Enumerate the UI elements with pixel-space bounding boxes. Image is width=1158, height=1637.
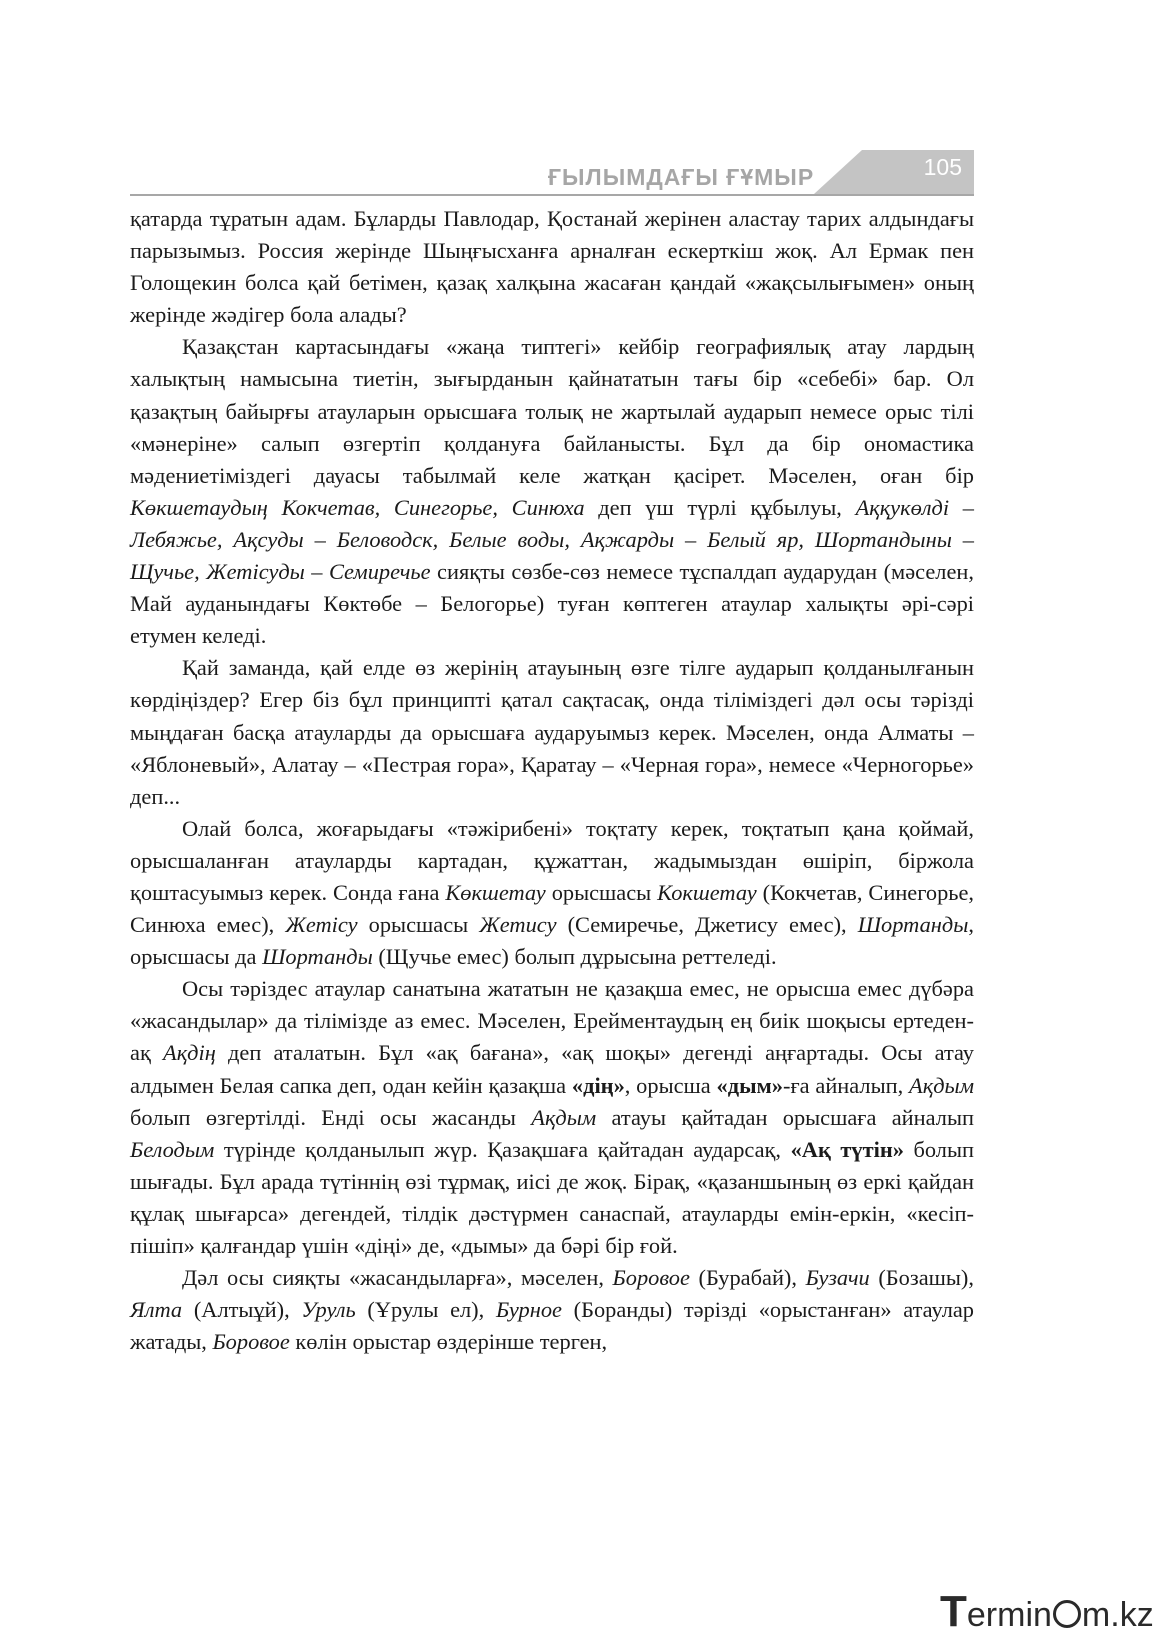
text-run: (Бурабай), (689, 1265, 806, 1291)
text-run: орысшасы (545, 879, 658, 905)
watermark-text-part1: ermin (966, 1596, 1052, 1634)
italic-run: Шортанды (262, 944, 373, 970)
bold-run: «дің» (571, 1072, 625, 1098)
italic-run: Жетісу (285, 912, 358, 938)
paragraph (130, 973, 974, 1262)
text-run: (Боранды) тәрізді «орыстанған» атаулар жатады, (130, 1297, 975, 1355)
magnifier-icon (1053, 1600, 1081, 1628)
text-run: сияқты сөзбе-сөз немесе тұспалдап аударудан (мәселен, Май ауданындағы Көктөбе – Белогорье) туған көптеген атаулар халықты әрі-сәрі етумен келеді. (130, 559, 974, 649)
text-run: болып шығады. Бұл арада түтіннің өзі тұрмақ, иісі де жоқ. Бірақ, «қазаншының өз еркі қайдан құлақ шығарса» дегендей, тілдік дәстүрмен санаспай, атауларды емін-еркін, «кесіп-пішіп» қалғандар үшін «діңі» де, «дымы» да бәрі бір ғой. (130, 1136, 975, 1258)
paragraph (130, 813, 974, 973)
italic-run: Ялта (130, 1297, 183, 1323)
italic-run: Бурное (495, 1297, 562, 1323)
italic-run: Көкшетаудың Кокчетав, Синегорье, Синюха (130, 494, 585, 520)
paragraph (130, 331, 974, 652)
bold-run: «Ақ түтін» (790, 1136, 904, 1162)
text-run: (Алтыұй), (182, 1297, 302, 1323)
text-run: (Ұрулы ел), (355, 1297, 496, 1323)
text-run: көлін орыстар өздерінше терген, (289, 1329, 608, 1355)
text-run: қатарда тұратын адам. Бұларды Павлодар, Қостанай жерінен аластау тарих алдындағы парызымыз. Россия жерінде Шыңғысханға арналған ескерткіш жоқ. Ал Ермак пен Голощекин болса қай бетімен, қазақ халқына жасаған қандай «жақсылығымен» оның жерінде жәдігер бола алады? (130, 206, 974, 328)
text-run: (Кокчетав, Синегорье, Синюха емес), (130, 879, 975, 938)
text-run: Осы тәріздес атаулар санатына жататын не қазақша емес, не орысша емес дүбәра «жасандылар» да тілімізде аз емес. Мәселен, Ерейментаудың ең биік шоқысы ертеден-ақ (130, 976, 974, 1066)
italic-run: Жетису (479, 912, 557, 938)
italic-run: Көкшетау (445, 879, 546, 905)
text-run: , орысша (624, 1072, 717, 1098)
text-run: Олай болса, жоғарыдағы «тәжірибені» тоқтату керек, тоқтатып қана қоймай, орысшаланған атауларды картадан, құжаттан, жадымыздан өшіріп, біржола қоштасуымыз керек. Сонда ғана (130, 815, 974, 905)
text-run: Қазақстан картасындағы «жаңа типтегі» кейбір географиялық атау лардың халықтың намысына тиетін, зығырданын қайнататын тағы бір «себебі» бар. Ол қазақтың байырғы атауларын орысшаға толық не жартылай аударып немесе орыс тілі «мәнеріне» салып өзгертіп қолдануға байланысты. Бұл да бір ономастика мәдениетіміздегі дауасы табылмай келе жатқан қасірет. Мәселен, оған бір (130, 334, 974, 488)
body-text (130, 203, 974, 1358)
italic-run: Ақдым (531, 1104, 597, 1130)
italic-run: Ақдің (163, 1040, 216, 1066)
italic-run: Аққукөлді – Лебяжье, Ақсуды – Беловодск, Белые воды, Ақжарды – Белый яр, Шортандыны – Щучье, Жетісуды – Семиречье (130, 494, 974, 585)
paragraph (130, 203, 974, 331)
text-run: (Бозашы), (869, 1265, 974, 1291)
italic-run: Бузачи (805, 1265, 870, 1291)
paragraph (130, 1262, 974, 1358)
text-run: орысшасы (357, 912, 480, 938)
watermark-first-letter: T (940, 1587, 967, 1636)
italic-run: Боровое (212, 1329, 290, 1355)
text-run: деп үш түрлі құбылуы, (584, 494, 856, 520)
italic-run: Шортанды (857, 912, 969, 938)
header-rule (130, 194, 974, 196)
text-run: , орысшасы да (130, 912, 974, 970)
text-run: (Щучье емес) болып дұрысына реттеледі. (372, 944, 777, 970)
watermark-text-part2: m.kz (1081, 1596, 1154, 1634)
italic-run: Боровое (612, 1265, 690, 1291)
italic-run: Белодым (130, 1136, 215, 1162)
running-header (130, 150, 974, 196)
paragraph (130, 652, 974, 812)
italic-run: Ақдым (909, 1072, 974, 1098)
text-run: Қай заманда, қай елде өз жерінің атауының өзге тілге аударып қолданылғанын көрдіңіздер? Егер біз бұл принципті қатал сақтасақ, онда тіліміздегі дәл осы тәрізді мыңдаған басқа атауларды да орысшаға аударуымыз керек. Мәселен, онда Алматы – «Яблоневый», Алатау – «Пестрая гора», Қаратау – «Черная гора», немесе «Черногорье» деп... (130, 655, 974, 809)
italic-run: Кокшетау (657, 879, 757, 905)
text-run: түрінде қолданылып жүр. Қазақшаға қайтадан аударсақ, (214, 1136, 791, 1162)
text-run: (Семиречье, Джетису емес), (556, 912, 858, 938)
text-run: атауы қайтадан орысшаға айналып (596, 1104, 974, 1130)
text-run: Дәл осы сияқты «жасандыларға», мәселен, (182, 1265, 613, 1291)
site-watermark (940, 1587, 1154, 1637)
italic-run: Уруль (301, 1297, 356, 1323)
text-run: болып өзгертілді. Енді осы жасанды (130, 1104, 532, 1130)
text-run: -ға айналып, (783, 1072, 910, 1098)
running-title: ҒЫЛЫМДАҒЫ ҒҰМЫР (548, 164, 815, 190)
text-run: деп аталатын. Бұл «ақ бағана», «ақ шоқы» дегенді аңғартады. Осы атау алдымен Белая сапка деп, одан кейін қазақша (130, 1040, 974, 1098)
page-number: 105 (923, 154, 962, 180)
bold-run: «дым» (716, 1072, 783, 1098)
